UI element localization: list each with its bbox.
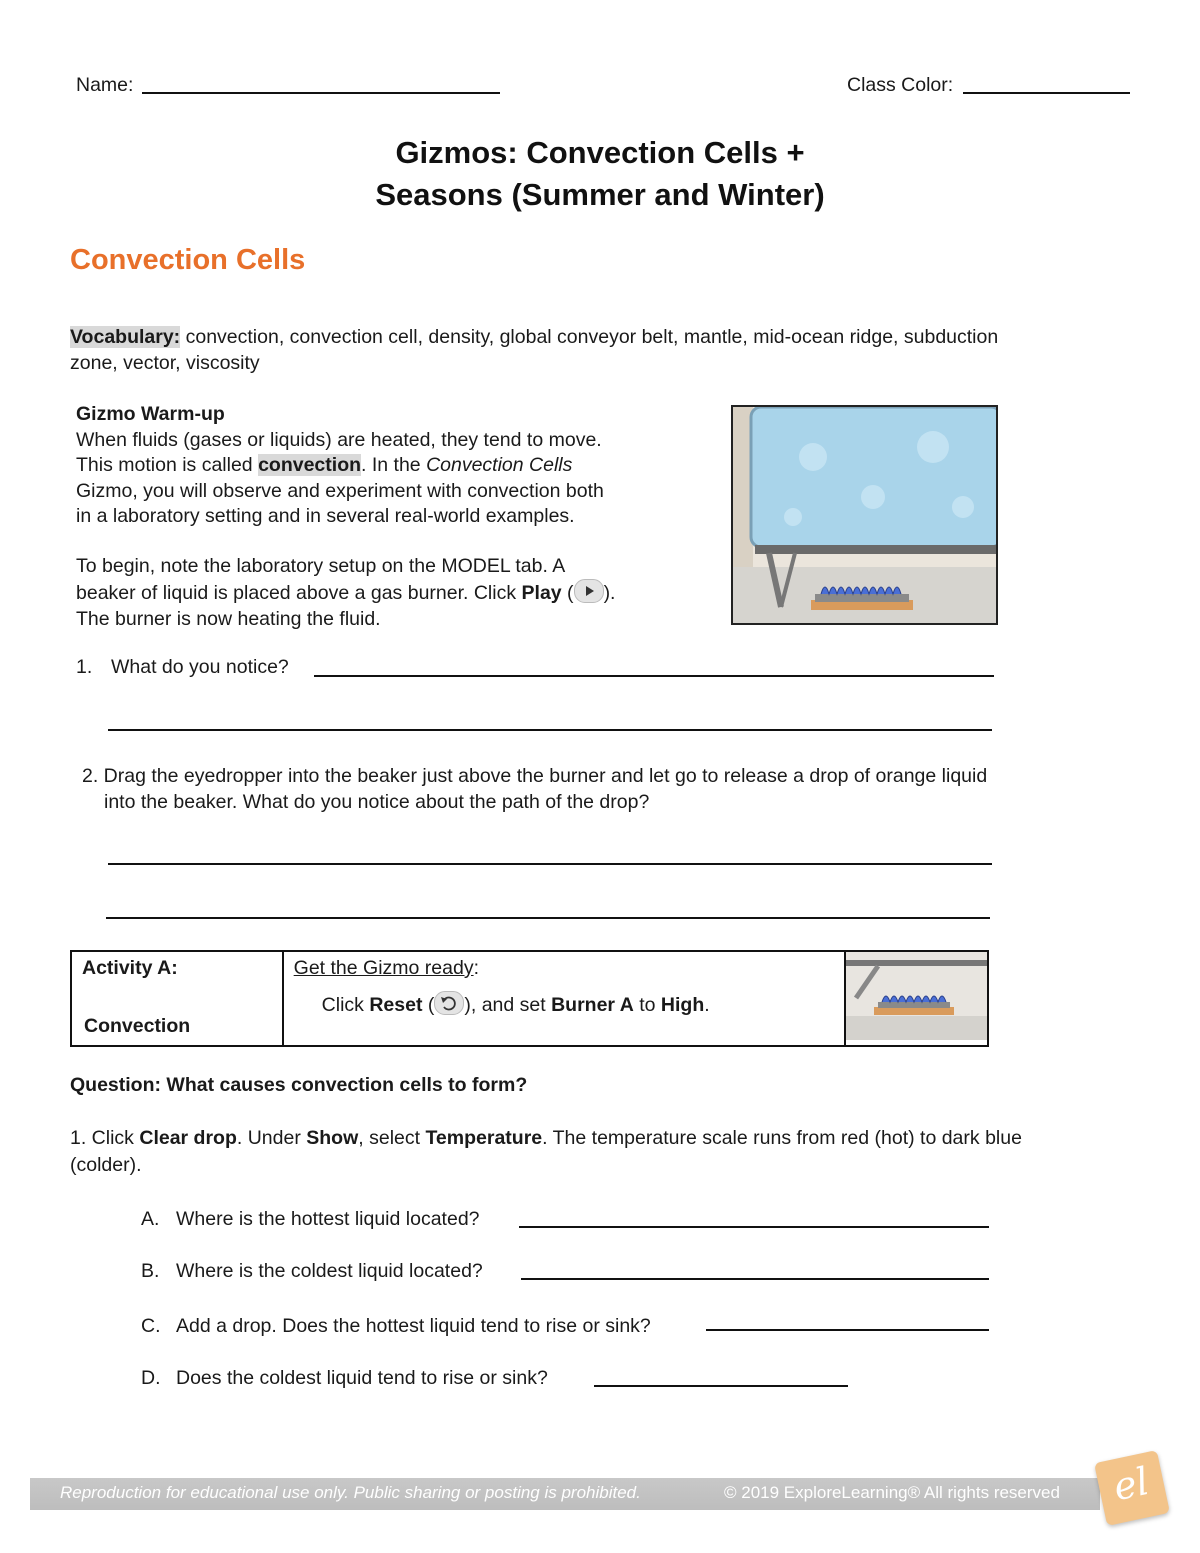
q2-text: 2. Drag the eyedropper into the beaker just above the burner and let go to release a drop of orange liquid (82, 765, 988, 787)
activity-image-cell (845, 951, 988, 1046)
subq-d-answer-line[interactable] (594, 1385, 848, 1387)
warmup-text: Gizmo, you will observe and experiment with convection both (76, 479, 604, 502)
step1-text: . The temperature scale runs from red (hot) to dark blue (542, 1127, 1022, 1149)
subq-b-text: Where is the coldest liquid located? (176, 1260, 483, 1282)
name-field[interactable] (142, 92, 500, 94)
q2-answer-line-2[interactable] (106, 917, 990, 919)
warmup-text: in a laboratory setting and in several real-world examples. (76, 505, 575, 527)
instruction-text: ( (422, 994, 435, 1016)
warmup-heading: Gizmo Warm-up (76, 403, 225, 425)
vocabulary-terms: convection, convection cell, density, global conveyor belt, mantle, mid-ocean ridge, subduction (180, 326, 999, 348)
instruction-text: to (633, 994, 661, 1016)
q1-text: What do you notice? (111, 656, 289, 678)
warmup-block (76, 402, 716, 632)
activity-label: Activity A: (82, 957, 178, 979)
reset-icon (434, 991, 464, 1015)
logo-text: el (1109, 1458, 1153, 1510)
page-title-line2: Seasons (Summer and Winter) (375, 177, 825, 212)
warmup-text: This motion is called (76, 454, 259, 476)
beaker-illustration (731, 405, 998, 625)
show-label: Show (306, 1127, 359, 1149)
activity-instructions-cell (283, 951, 845, 1046)
q2-answer-line[interactable] (108, 863, 992, 865)
warmup-text: When fluids (gases or liquids) are heated, they tend to move. (76, 428, 602, 451)
footer-copyright: © 2019 ExploreLearning® All rights reserved (724, 1483, 1060, 1502)
section-heading: Convection Cells (70, 244, 306, 276)
instruction-text: Click (321, 994, 370, 1016)
q1-number: 1. (76, 656, 93, 678)
subq-a-letter: A. (141, 1208, 160, 1230)
explorelearning-logo (1094, 1450, 1170, 1526)
play-label: Play (521, 582, 562, 604)
reset-label: Reset (369, 994, 423, 1016)
step1-text: . Under (236, 1127, 307, 1149)
warmup-text: ( (561, 582, 574, 604)
vocabulary-label: Vocabulary: (70, 326, 181, 348)
name-label: Name: (76, 74, 134, 96)
warmup-text: beaker of liquid is placed above a gas burner. Click (76, 582, 522, 604)
subq-c-letter: C. (141, 1315, 161, 1337)
gizmo-name: Convection Cells (426, 454, 573, 476)
q2-text-cont: into the beaker. What do you notice about the path of the drop? (104, 791, 650, 813)
class-color-field[interactable] (963, 92, 1130, 94)
high-label: High (660, 994, 705, 1016)
question-heading: Question: What causes convection cells to form? (70, 1074, 528, 1096)
step1-text: 1. Click (70, 1127, 140, 1149)
step1-paragraph (70, 1125, 1150, 1178)
get-ready-colon: : (473, 957, 479, 979)
subq-a-answer-line[interactable] (519, 1226, 989, 1228)
convection-term: convection (258, 454, 362, 476)
q1-answer-line[interactable] (314, 675, 994, 677)
subq-a-text: Where is the hottest liquid located? (176, 1208, 480, 1230)
warmup-text: To begin, note the laboratory setup on the MODEL tab. A (76, 554, 566, 577)
page-title-line1: Gizmos: Convection Cells + (395, 135, 805, 170)
subq-d-letter: D. (141, 1367, 161, 1389)
step1-text-cont: (colder). (70, 1154, 142, 1176)
burner-label: Burner A (551, 994, 634, 1016)
play-icon (574, 579, 604, 603)
subq-b-answer-line[interactable] (521, 1278, 989, 1280)
q1-answer-line-2[interactable] (108, 729, 992, 731)
subq-d-text: Does the coldest liquid tend to rise or sink? (176, 1367, 548, 1389)
warmup-text: . In the (361, 454, 427, 476)
activity-label-cell (71, 951, 283, 1046)
step1-text: , select (358, 1127, 426, 1149)
get-ready-label: Get the Gizmo ready (293, 957, 474, 979)
subq-b-letter: B. (141, 1260, 160, 1282)
instruction-text: ), and set (464, 994, 552, 1016)
subq-c-text: Add a drop. Does the hottest liquid tend to rise or sink? (176, 1315, 651, 1337)
clear-drop-label: Clear drop (139, 1127, 237, 1149)
activity-title: Convection (84, 1015, 191, 1037)
vocabulary-terms-cont: zone, vector, viscosity (70, 352, 260, 374)
class-color-label: Class Color: (847, 74, 954, 96)
temperature-label: Temperature (425, 1127, 543, 1149)
subq-c-answer-line[interactable] (706, 1329, 989, 1331)
activity-table (70, 950, 989, 1047)
instruction-text: . (704, 994, 710, 1016)
warmup-text: The burner is now heating the fluid. (76, 607, 381, 630)
footer-notice: Reproduction for educational use only. Public sharing or posting is prohibited. (60, 1483, 641, 1502)
warmup-text: ). (603, 582, 616, 604)
vocabulary-paragraph (70, 324, 1150, 376)
burner-thumbnail (846, 952, 987, 1040)
